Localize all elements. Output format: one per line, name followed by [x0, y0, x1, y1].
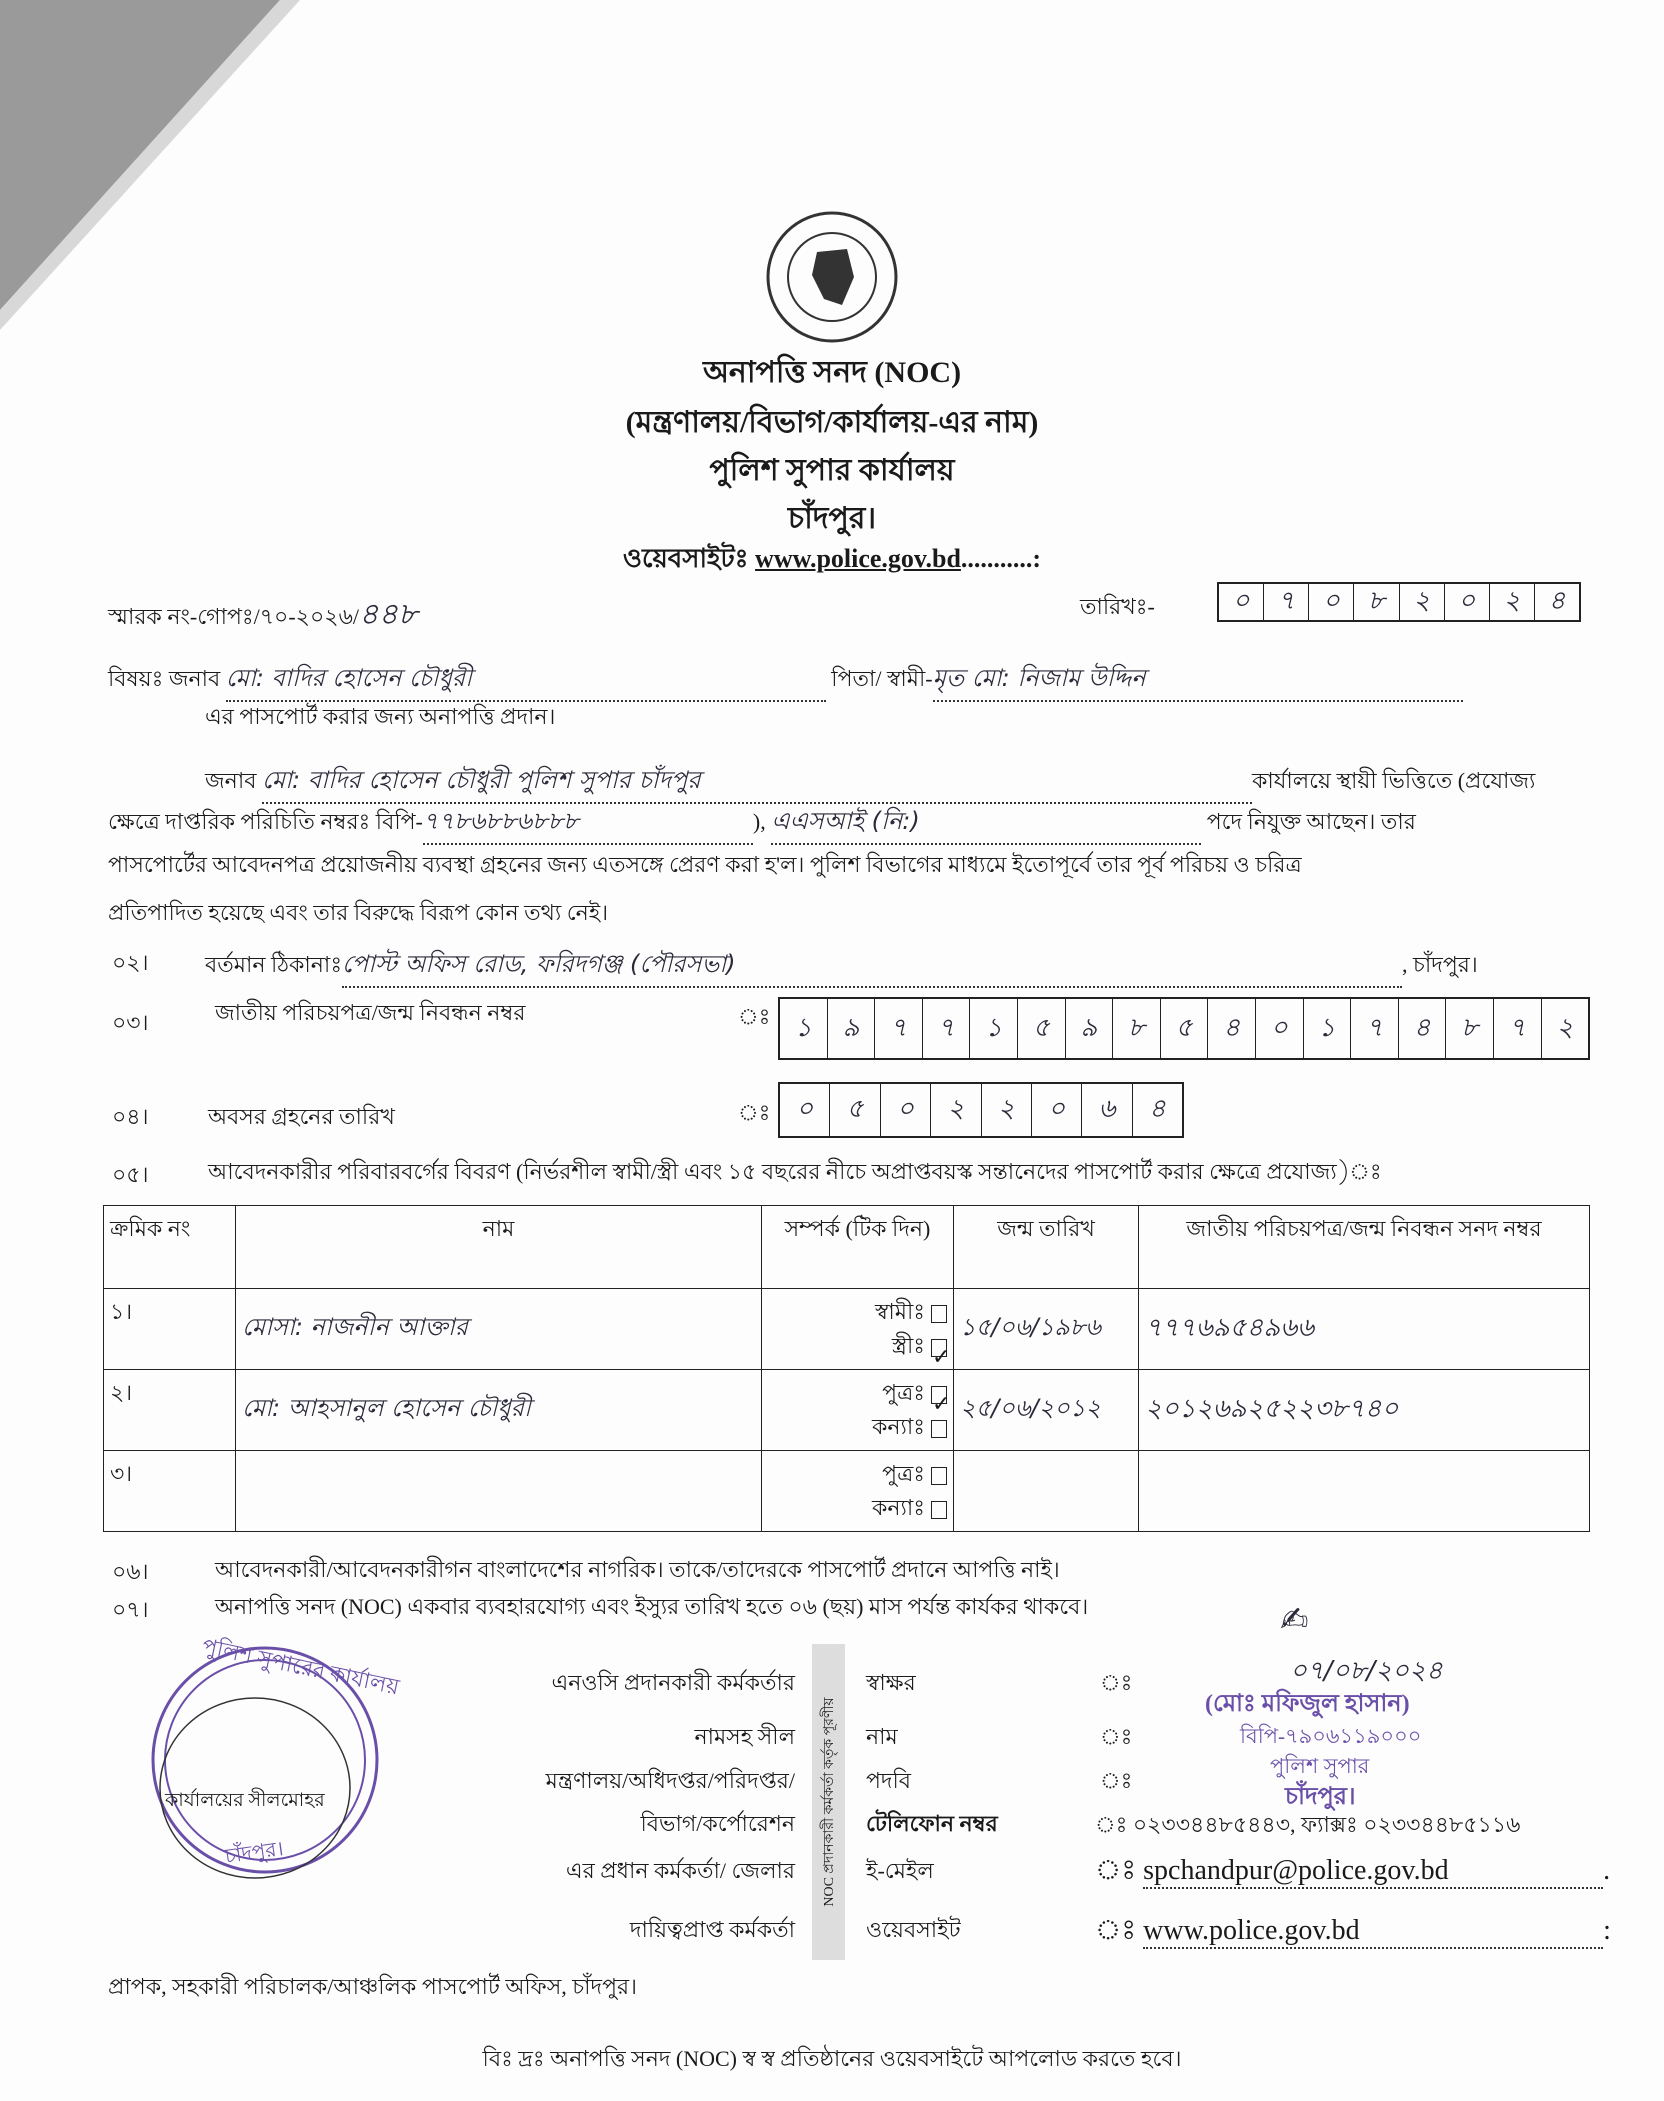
email-value: ঃ spchandpur@police.gov.bd . [1095, 1848, 1610, 1895]
digit-cell: ২ [1556, 1012, 1574, 1043]
digit-cell: ২ [1400, 584, 1445, 620]
website-link[interactable]: www.police.gov.bd [755, 544, 961, 573]
checkbox[interactable]: ✓ [931, 1386, 947, 1404]
member-nid: ৭৭৭৬৯৫৪৯৬৬ [1139, 1289, 1590, 1370]
signature-left-label: মন্ত্রণালয়/অধিদপ্তর/পরিদপ্তর/ [545, 1768, 795, 1793]
office-name: পুলিশ সুপার কার্যালয় [709, 454, 955, 487]
family-table [103, 1205, 1590, 1532]
digit-cell: ২ [1490, 584, 1535, 620]
birth-date: ১৫/০৬/১৯৮৬ [954, 1289, 1139, 1370]
item-05-number: ০৫। [112, 1162, 149, 1187]
item-04-label: অবসর গ্রহনের তারিখ [208, 1104, 395, 1129]
digit-cell: ২ [982, 1084, 1032, 1136]
note-06-number: ০৬। [112, 1559, 149, 1584]
subject-line: বিষয়ঃ জনাব মো: বাদির হোসেন চৌধুরী পিতা/ স্বামী-মৃত মো: নিজাম উদ্দিন [108, 660, 1463, 702]
stamp-name: (মোঃ মফিজুল হাসান) [1205, 1691, 1410, 1717]
column-header: সম্পর্ক (টিক দিন) [762, 1206, 954, 1289]
column-header: জাতীয় পরিচয়পত্র/জন্ম নিবন্ধন সনদ নম্বর [1139, 1206, 1590, 1289]
row-number: ২। [104, 1370, 236, 1451]
subject-line-2: এর পাসপোর্ট করার জন্য অনাপত্তি প্রদান। [205, 704, 556, 729]
digit-cell: ৭ [1351, 999, 1399, 1058]
digit-cell: ০ [1445, 584, 1490, 620]
digit-cell: ৫ [1161, 999, 1209, 1058]
column-header: নাম [236, 1206, 762, 1289]
page-fold-corner [0, 0, 300, 330]
member-nid [1139, 1451, 1590, 1532]
signature-left-label: এর প্রধান কর্মকর্তা/ জেলার [565, 1858, 795, 1883]
body-line-1: জনাব মো: বাদির হোসেন চৌধুরী পুলিশ সুপার চাঁদপুর কার্যালয়ে স্থায়ী ভিত্তিতে (প্রযোজ্য [205, 762, 1535, 804]
digit-cell: ২ [931, 1084, 981, 1136]
birth-date: ২৫/০৬/২০১২ [954, 1370, 1139, 1451]
digit-cell: ৮ [1113, 999, 1161, 1058]
digit-cell: ০ [1032, 1084, 1082, 1136]
digit-cell: ৮ [1354, 584, 1399, 620]
digit-cell: ১ [1304, 999, 1352, 1058]
digit-cell: ৯ [1066, 999, 1114, 1058]
memo-number: স্মারক নং-গোপঃ/৭০-২০২৬/৪৪৮ [108, 597, 418, 632]
district-name: চাঁদপুর। [787, 502, 877, 535]
colon: ঃ [1100, 1670, 1133, 1695]
digit-cell: ৭ [1264, 584, 1309, 620]
colon: ঃ [1100, 1768, 1133, 1793]
digit-cell: ৭ [923, 999, 971, 1058]
website-value: ঃ www.police.gov.bd : [1095, 1908, 1611, 1955]
body-line-2: ক্ষেত্রে দাপ্তরিক পরিচিতি নম্বরঃ বিপি-৭৭৮৬৮৮৬৮৮৮ ), এএসআই (নি:) পদে নিযুক্ত আছেন। তার [108, 803, 1416, 845]
date-boxes [1217, 582, 1581, 622]
row-number: ১। [104, 1289, 236, 1370]
header-website: ওয়েবসাইটঃ www.police.gov.bd...........: [622, 544, 1042, 573]
website-link[interactable]: www.police.gov.bd [1143, 1915, 1603, 1949]
digit-cell: ৪ [1208, 999, 1256, 1058]
digit-cell: ৫ [1018, 999, 1066, 1058]
signature-date: ০৭/০৮/২০২৪ [1290, 1656, 1443, 1686]
member-nid: ২০১২৬৯২৫২২৩৮৭৪০ [1139, 1370, 1590, 1451]
relation-option: পুত্রঃ [768, 1457, 947, 1491]
item-05-label: আবেদনকারীর পরিবারবর্গের বিবরণ (নির্ভরশীল স্বামী/স্ত্রী এবং ১৫ বছরের নীচে অপ্রাপ্তবয়স্ক সন্তানেদের পাসপোর্ট করার ক্ষেত্রে প্রযোজ্য)ঃ [208, 1159, 1382, 1184]
document-title: অনাপত্তি সনদ (NOC) [702, 356, 962, 389]
colon: ঃ [1100, 1724, 1133, 1749]
digit-cell: ৭ [1494, 999, 1542, 1058]
digit-cell: ৭ [875, 999, 923, 1058]
government-emblem [762, 207, 902, 347]
nid-boxes [778, 997, 1590, 1060]
relation-option: স্বামীঃ [768, 1295, 947, 1329]
item-02-number: ০২। [112, 950, 149, 975]
seal-bottom-text: চাঁদপুর। [223, 1838, 285, 1869]
item-03-number: ০৩। [112, 1010, 149, 1035]
member-name: মো: আহসানুল হোসেন চৌধুরী [236, 1370, 762, 1451]
digit-cell: ১ [970, 999, 1018, 1058]
signature-field-label: নাম [866, 1724, 898, 1749]
stamp-bp: বিপি-৭৯০৬১১৯০০০ [1240, 1724, 1422, 1748]
signature-field-label: পদবি [866, 1768, 912, 1793]
stamp-post: পুলিশ সুপার [1270, 1754, 1370, 1778]
signature-left-label: নামসহ সীল [694, 1724, 795, 1749]
digit-cell: ৫ [830, 1084, 880, 1136]
recipient: প্রাপক, সহকারী পরিচালক/আঞ্চলিক পাসপোর্ট অফিস, চাঁদপুর। [108, 1974, 637, 1999]
signature-field-label: ই-মেইল [866, 1858, 934, 1883]
note-07: অনাপত্তি সনদ (NOC) একবার ব্যবহারযোগ্য এবং ইস্যুর তারিখ হতে ০৬ (ছয়) মাস পর্যন্ত কার্যকর থাকবে। [215, 1594, 1089, 1619]
seal-ring-text: পুলিশ সুপারের কার্যালয় [200, 1633, 402, 1700]
checkbox[interactable] [931, 1501, 947, 1519]
checkbox[interactable] [931, 1305, 947, 1323]
note-07-number: ০৭। [112, 1597, 149, 1622]
column-header: জন্ম তারিখ [954, 1206, 1139, 1289]
checkbox[interactable] [931, 1467, 947, 1485]
relation-option: কন্যাঃ [768, 1491, 947, 1525]
member-name [236, 1451, 762, 1532]
signature-field-label: ওয়েবসাইট [866, 1917, 961, 1942]
row-number: ৩। [104, 1451, 236, 1532]
digit-cell: ০ [780, 1084, 830, 1136]
body-line-3: পাসপোর্টের আবেদনপত্র প্রয়োজনীয় ব্যবস্থা গ্রহনের জন্য এতসঙ্গে প্রেরণ করা হ'ল। পুলিশ বিভাগের মাধ্যমে ইতোপূর্বে তার পূর্ব পরিচয় ও চরিত্র [108, 852, 1302, 877]
digit-cell: ০ [1256, 999, 1304, 1058]
digit-cell: ৬ [1082, 1084, 1132, 1136]
table-row [104, 1289, 1590, 1370]
table-header-row [104, 1206, 1590, 1289]
signature-left-label: এনওসি প্রদানকারী কর্মকর্তার [551, 1670, 795, 1695]
email-link[interactable]: spchandpur@police.gov.bd [1143, 1855, 1603, 1889]
ministry-subtitle: (মন্ত্রণালয়/বিভাগ/কার্যালয়-এর নাম) [625, 406, 1039, 439]
digit-cell: ০ [1219, 584, 1264, 620]
signature-field-label: টেলিফোন নম্বর [866, 1811, 998, 1836]
seal-center-text: কার্যালয়ের সীলমোহর [165, 1790, 325, 1811]
birth-date [954, 1451, 1139, 1532]
checkbox[interactable] [931, 1420, 947, 1438]
digit-cell: ০ [1309, 584, 1354, 620]
item-03-label: জাতীয় পরিচয়পত্র/জন্ম নিবন্ধন নম্বর [215, 1000, 526, 1025]
checkbox[interactable]: ✓ [931, 1339, 947, 1357]
digit-cell: ৮ [1446, 999, 1494, 1058]
digit-cell: ৪ [1148, 1094, 1166, 1124]
phone-value: ঃ ০২৩৩৪৪৮৫৪৪৩, ফ্যাক্সঃ ০২৩৩৪৪৮৫১১৬ [1095, 1812, 1521, 1837]
retirement-date-boxes [778, 1082, 1184, 1138]
relation-option: স্ত্রীঃ✓ [891, 1333, 951, 1369]
signature-field-label: স্বাক্ষর [866, 1670, 916, 1695]
relation-option: কন্যাঃ [768, 1410, 947, 1444]
date-label: তারিখঃ- [1080, 594, 1155, 619]
noc-strip: NOC প্রদানকারী কর্মকর্তা কর্তৃক পূরণীয় [812, 1644, 845, 1960]
digit-cell: ৪ [1399, 999, 1447, 1058]
digit-cell: ১ [780, 999, 828, 1058]
item-02-address: বর্তমান ঠিকানাঃপোস্ট অফিস রোড, ফরিদগঞ্জ (পৌরসভা) , চাঁদপুর। [205, 946, 1478, 988]
footnote: বিঃ দ্রঃ অনাপত্তি সনদ (NOC) স্ব স্ব প্রতিষ্ঠানের ওয়েবসাইটে আপলোড করতে হবে। [482, 2046, 1182, 2071]
body-line-4: প্রতিপাদিত হয়েছে এবং তার বিরুদ্ধে বিরূপ কোন তথ্য নেই। [108, 900, 609, 925]
signature-left-label: বিভাগ/কর্পোরেশন [640, 1811, 795, 1836]
item-04-number: ০৪। [112, 1104, 149, 1129]
signature-left-label: দায়িত্বপ্রাপ্ত কর্মকর্তা [629, 1917, 795, 1942]
table-row [104, 1370, 1590, 1451]
member-name: মোসা: নাজনীন আক্তার [236, 1289, 762, 1370]
colon: ঃ [738, 1100, 771, 1125]
digit-cell: ৯ [828, 999, 876, 1058]
stamp-district: চাঁদপুর। [1285, 1784, 1356, 1810]
note-06: আবেদনকারী/আবেদনকারীগন বাংলাদেশের নাগরিক। তাকে/তাদেরকে পাসপোর্ট প্রদানে আপত্তি নাই। [215, 1557, 1060, 1582]
digit-cell: ০ [881, 1084, 931, 1136]
digit-cell: ৪ [1548, 586, 1566, 616]
table-row [104, 1451, 1590, 1532]
column-header: ক্রমিক নং [104, 1206, 236, 1289]
signature-mark: ✍ [1280, 1600, 1309, 1640]
relation-option: পুত্রঃ✓ [882, 1380, 951, 1416]
colon: ঃ [738, 1004, 771, 1029]
